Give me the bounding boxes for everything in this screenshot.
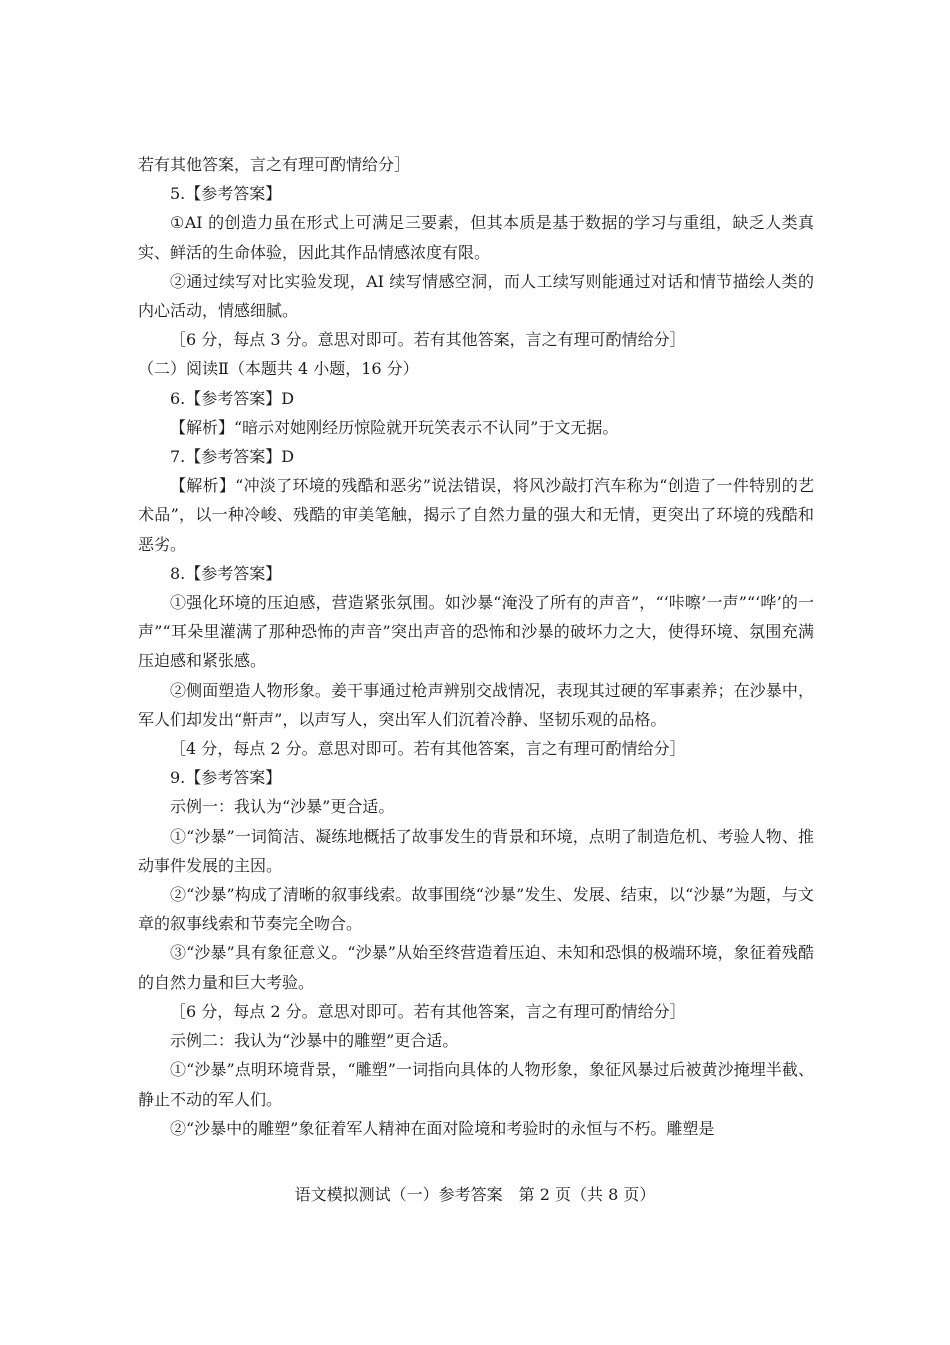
paragraph: ②“沙暴中的雕塑”象征着军人精神在面对险境和考验时的永恒与不朽。雕塑是 <box>170 1118 715 1138</box>
paragraph: ②通过续写对比实验发现，AI 续写情感空洞，而人工续写则能通过对话和情节描绘人类的内心活动，情感细腻。 <box>138 271 814 321</box>
paragraph: 9.【参考答案】 <box>170 768 282 788</box>
paragraph: ①AI 的创造力虽在形式上可满足三要素，但其本质是基于数据的学习与重组，缺乏人类真实、鲜活的生命体验，因此其作品情感浓度有限。 <box>138 213 814 262</box>
paragraph: 5.【参考答案】 <box>170 184 282 204</box>
paragraph: ①“沙暴”一词简洁、凝练地概括了故事发生的背景和环境，点明了制造危机、考验人物、推动事件发展的主因。 <box>138 826 814 875</box>
paragraph: 【解析】“冲淡了环境的残酷和恶劣”说法错误，将风沙敲打汽车称为“创造了一件特别的艺术品”，以一种冷峻、残酷的审美笔触，揭示了自然力量的强大和无情，更突出了环境的残酷和恶劣。 <box>138 476 814 554</box>
paragraph: ①“沙暴”点明环境背景，“雕塑”一词指向具体的人物形象，象征风暴过后被黄沙掩埋半截、静止不动的军人们。 <box>138 1060 814 1109</box>
paragraph: ［6 分，每点 2 分。意思对即可。若有其他答案，言之有理可酌情给分］ <box>170 1001 686 1021</box>
paragraph: ②侧面塑造人物形象。姜干事通过枪声辨别交战情况，表现其过硬的军事素养；在沙暴中，军人们却发出“鼾声”，以声写人，突出军人们沉着冷静、坚韧乐观的品格。 <box>138 680 814 729</box>
paragraph: ［6 分，每点 3 分。意思对即可。若有其他答案，言之有理可酌情给分］ <box>170 330 686 350</box>
paragraph: ①强化环境的压迫感，营造紧张氛围。如沙暴“淹没了所有的声音”，“‘咔嚓’一声”“‘哗’的一声”“耳朵里灌满了那种恐怖的声音”突出声音的恐怖和沙暴的破坏力之大，使得环境、氛围充满压迫感和紧张感。 <box>138 593 814 671</box>
page-footer: 语文模拟测试（一）参考答案 第 2 页（共 8 页） <box>294 1185 656 1204</box>
paragraph: 若有其他答案，言之有理可酌情给分］ <box>138 155 411 174</box>
paragraph: 6.【参考答案】D <box>170 388 295 408</box>
paragraph: 【解析】“暗示对她刚经历惊险就开玩笑表示不认同”于文无据。 <box>170 417 619 437</box>
paragraph: 8.【参考答案】 <box>170 563 282 583</box>
paragraph: 示例一：我认为“沙暴”更合适。 <box>170 797 395 817</box>
paragraph: ②“沙暴”构成了清晰的叙事线索。故事围绕“沙暴”发生、发展、结束，以“沙暴”为题，与文章的叙事线索和节奏完全吻合。 <box>138 885 814 934</box>
paragraph: ③“沙暴”具有象征意义。“沙暴”从始至终营造着压迫、未知和恐惧的极端环境，象征着残酷的自然力量和巨大考验。 <box>138 943 814 992</box>
paragraph: 7.【参考答案】D <box>170 447 295 467</box>
paragraph: （二）阅读Ⅱ（本题共 4 小题，16 分） <box>138 359 419 379</box>
document-body <box>138 150 814 1143</box>
paragraph: 示例二：我认为“沙暴中的雕塑”更合适。 <box>170 1031 459 1051</box>
paragraph: ［4 分，每点 2 分。意思对即可。若有其他答案，言之有理可酌情给分］ <box>170 739 686 759</box>
